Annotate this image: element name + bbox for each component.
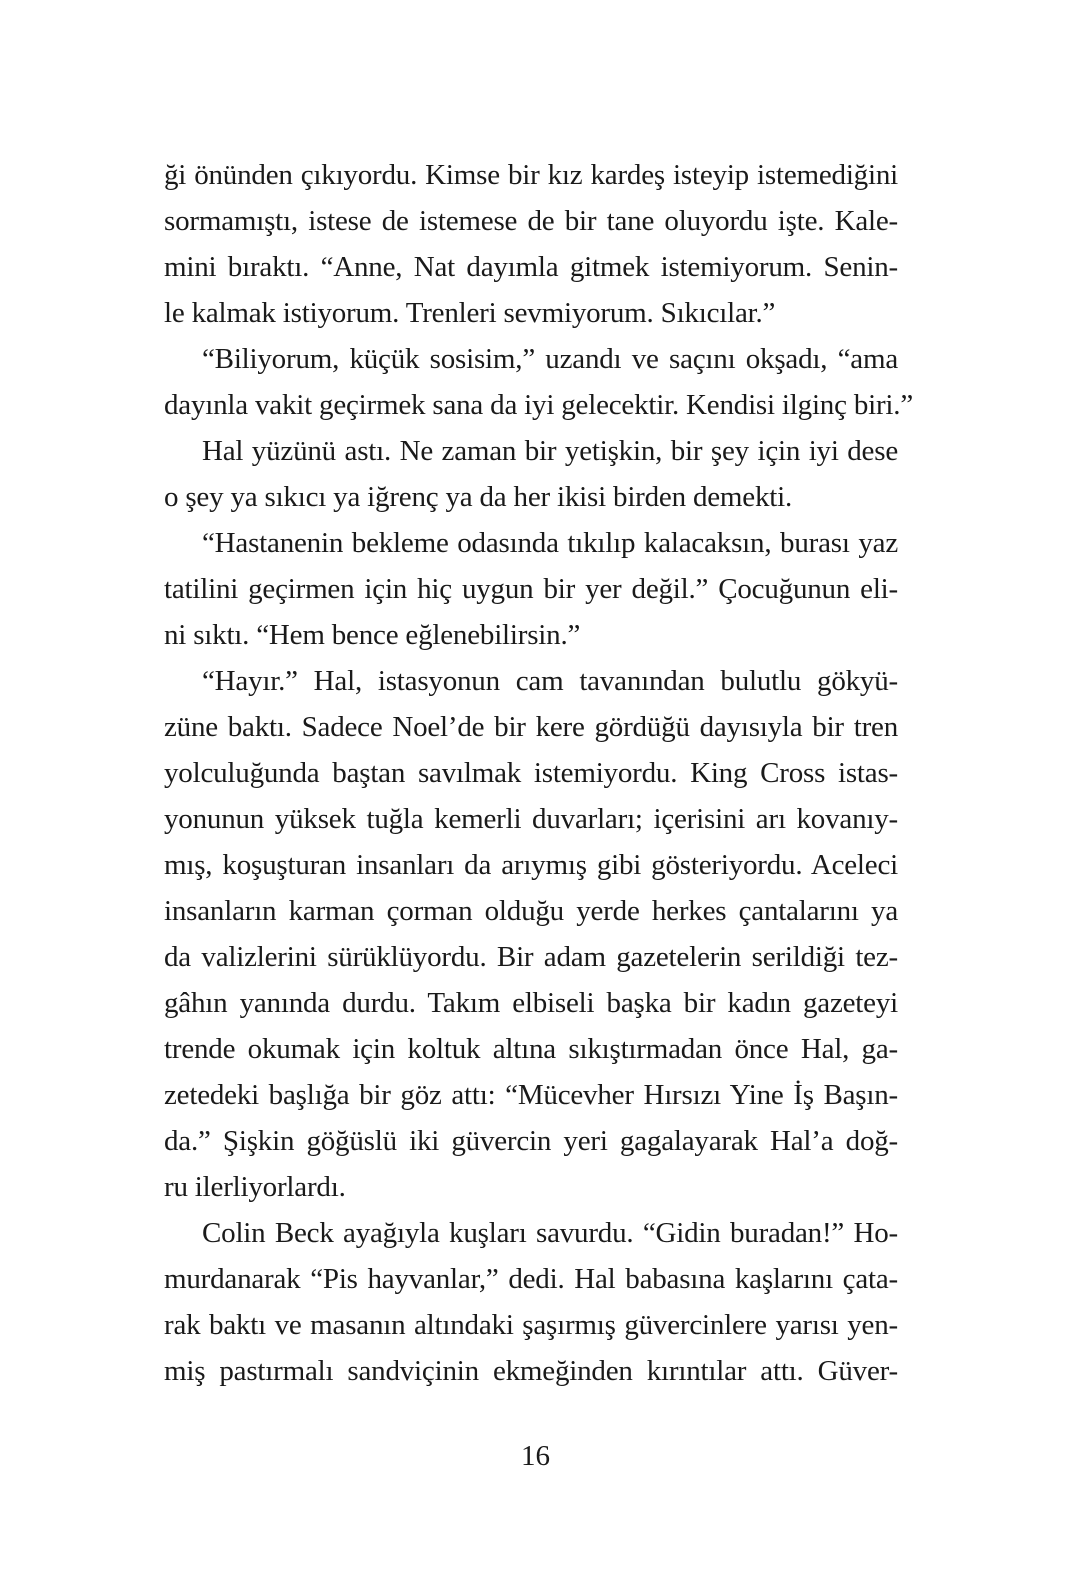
text-line: züne baktı. Sadece Noel’de bir kere gördüğü dayısıyla bir tren bbox=[164, 711, 898, 743]
text-line: da.” Şişkin göğüslü iki güvercin yeri gagalayarak Hal’a doğ- bbox=[164, 1125, 898, 1157]
text-line: insanların karman çorman olduğu yerde herkes çantalarını ya bbox=[164, 895, 898, 927]
text-line: miş pastırmalı sandviçinin ekmeğinden kırıntılar attı. Güver- bbox=[164, 1355, 898, 1387]
text-line: o şey ya sıkıcı ya iğrenç ya da her ikisi birden demekti. bbox=[164, 481, 793, 513]
text-line: da valizlerini sürüklüyordu. Bir adam gazetelerin serildiği tez- bbox=[164, 941, 898, 973]
paragraph-first-line: “Hayır.” Hal, istasyonun cam tavanından bulutlu gökyü- bbox=[202, 665, 898, 697]
page-number: 16 bbox=[521, 1440, 550, 1472]
text-line: yolculuğunda baştan savılmak istemiyordu. King Cross istas- bbox=[164, 757, 898, 789]
text-line: gâhın yanında durdu. Takım elbiseli başka bir kadın gazeteyi bbox=[164, 987, 898, 1019]
text-line: mini bıraktı. “Anne, Nat dayımla gitmek istemiyorum. Senin- bbox=[164, 251, 898, 283]
text-line: ni sıktı. “Hem bence eğlenebilirsin.” bbox=[164, 619, 581, 651]
text-line: dayınla vakit geçirmek sana da iyi gelecektir. Kendisi ilginç biri.” bbox=[164, 389, 914, 421]
text-line: ru ilerliyorlardı. bbox=[164, 1171, 346, 1203]
paragraph-first-line: “Biliyorum, küçük sosisim,” uzandı ve saçını okşadı, “ama bbox=[202, 343, 898, 375]
text-line: zetedeki başlığa bir göz attı: “Mücevher Hırsızı Yine İş Başın- bbox=[164, 1079, 898, 1111]
paragraph-first-line: “Hastanenin bekleme odasında tıkılıp kalacaksın, burası yaz bbox=[202, 527, 898, 559]
text-line: trende okumak için koltuk altına sıkıştırmadan önce Hal, ga- bbox=[164, 1033, 898, 1065]
text-line: mış, koşuşturan insanları da arıymış gibi gösteriyordu. Aceleci bbox=[164, 849, 898, 881]
text-line: rak baktı ve masanın altındaki şaşırmış güvercinlere yarısı yen- bbox=[164, 1309, 898, 1341]
text-line: ği önünden çıkıyordu. Kimse bir kız kardeş isteyip istemediğini bbox=[164, 159, 898, 191]
text-line: le kalmak istiyorum. Trenleri sevmiyorum. Sıkıcılar.” bbox=[164, 297, 776, 329]
paragraph-first-line: Hal yüzünü astı. Ne zaman bir yetişkin, bir şey için iyi dese bbox=[202, 435, 898, 467]
text-line: tatilini geçirmen için hiç uygun bir yer değil.” Çocuğunun eli- bbox=[164, 573, 898, 605]
text-line: sormamıştı, istese de istemese de bir tane oluyordu işte. Kale- bbox=[164, 205, 898, 237]
book-page-text bbox=[164, 152, 914, 1394]
paragraph-first-line: Colin Beck ayağıyla kuşları savurdu. “Gidin buradan!” Ho- bbox=[202, 1217, 898, 1249]
text-line: murdanarak “Pis hayvanlar,” dedi. Hal babasına kaşlarını çata- bbox=[164, 1263, 898, 1295]
text-line: yonunun yüksek tuğla kemerli duvarları; içerisini arı kovanıy- bbox=[164, 803, 898, 835]
